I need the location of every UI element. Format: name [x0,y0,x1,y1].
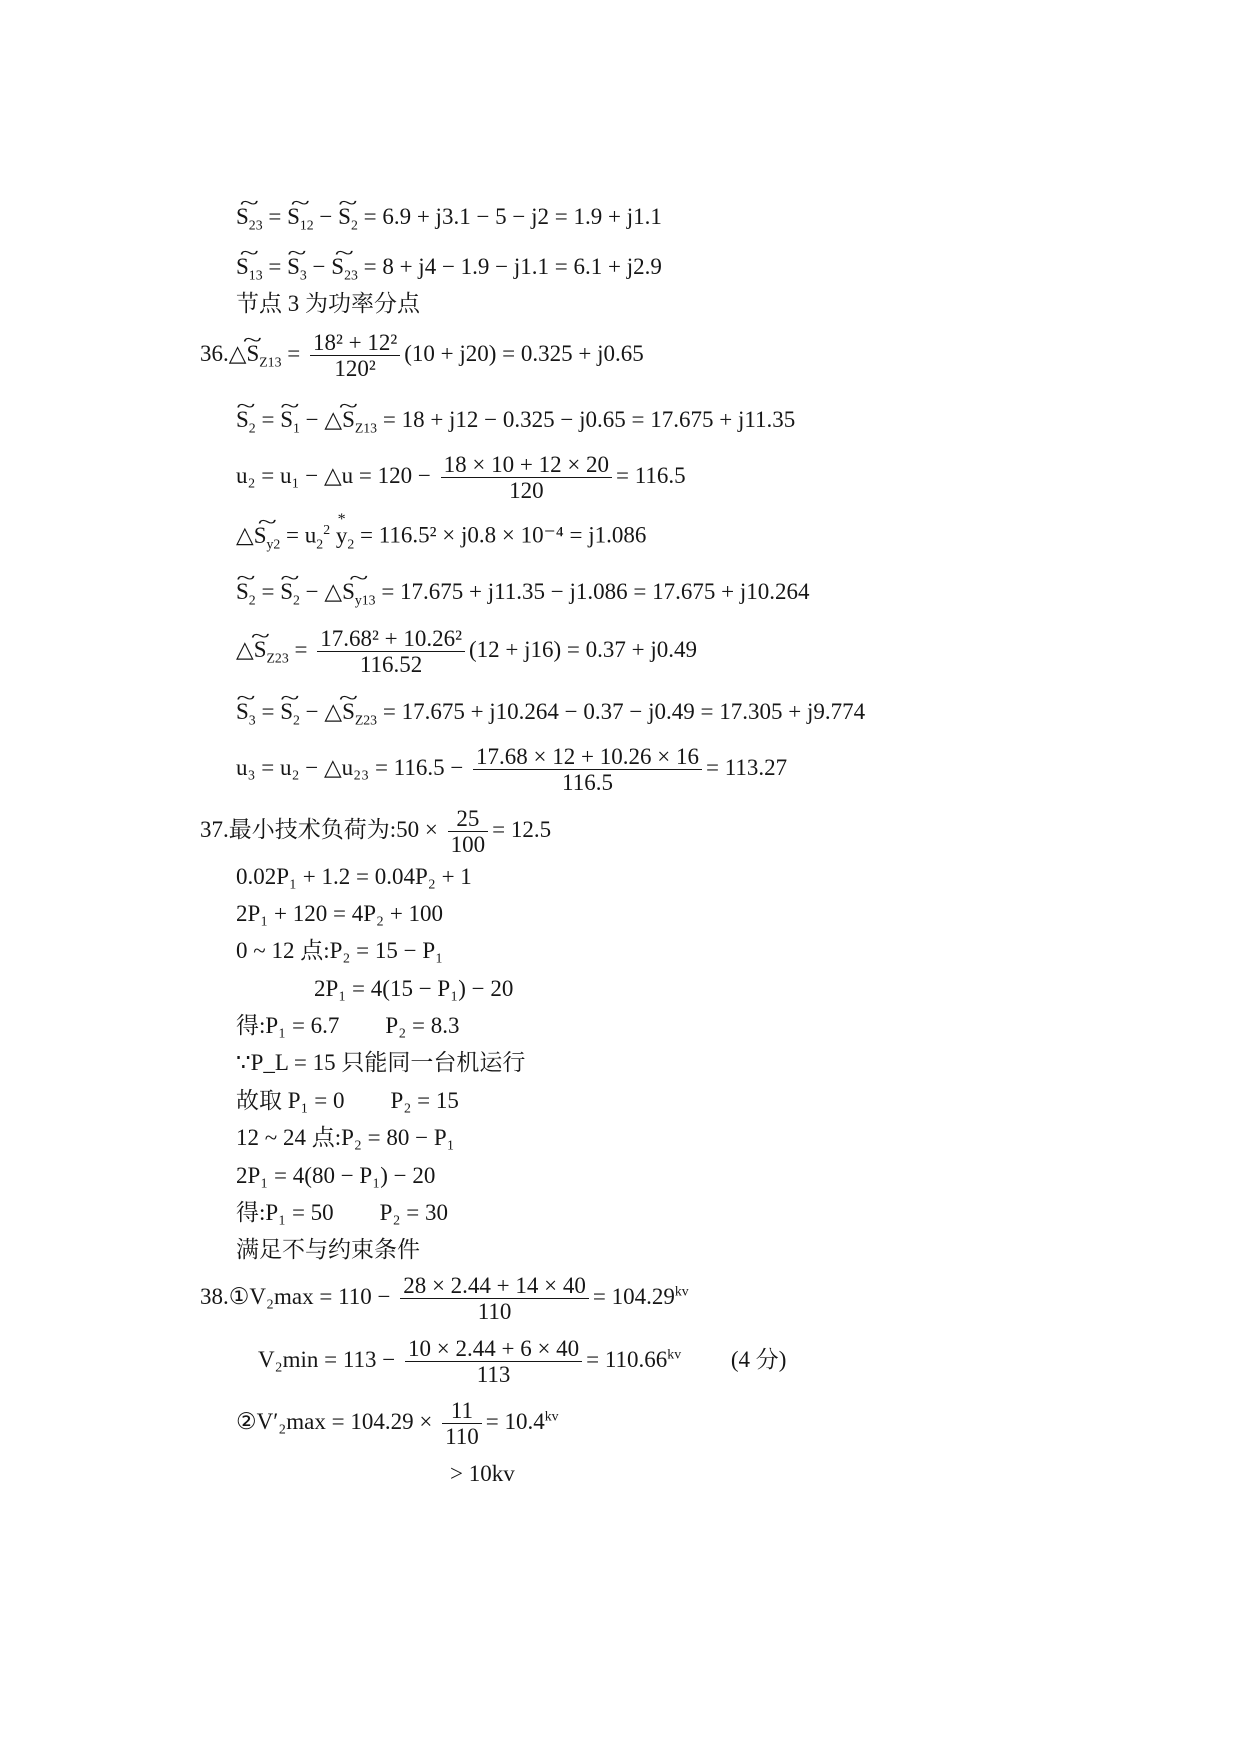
eq-line-18: ∵P_L = 15 只能同一台机运行 [236,1050,526,1075]
power-split-note: 节点 3 为功率分点 [236,291,420,316]
fraction: $\frac{18 \times 10 + 12 \times 20}{120}$ [441,452,612,504]
fraction: $\frac{17.68 \times 12 + 10.26 \times 16}{116.5}$ [473,744,702,796]
fraction: $\frac{10 \times 2.44 + 6 \times 40}{113}$ [405,1336,582,1388]
eq-v2min: V₂min = 113 − $\frac{10 \times 2.44 + 6 \times 40}{113}$ = $110.66^{kv}$ (4 分) [258,1336,787,1388]
unit-kv: kv [674,1283,689,1299]
eq-s3: ~ $S_3$ = ~ $S_2$ − △~ $S_{Z23} = 17.675 + j10.264 - 0.37 - j0.49 = 17.305 + j9.774$ [236,700,865,727]
unit-kv: kv [544,1408,559,1424]
q36-loss-z13: 36.△~ $S_{Z13}$ = $\frac{\text{18² + 12²}}{\text{120²}}$ (10 + j20) = 0.325 + j0.65 [200,330,644,382]
eq-line-16: 2P₁ = 4(15 − P₁) − 20 [314,976,514,1001]
question-number-37: 37. [200,817,229,843]
question-number-38: 38. [200,1284,229,1310]
eq-line-20: 12 ~ 24 点:P₂ = 80 − P₁ [236,1125,455,1150]
eq-line-27: > 10kv [450,1461,515,1486]
q38-v2max: 38.①V₂max = 110 − $\frac{28 \times 2.44 + 14 \times 40}{110}$ = $104.29^{kv}$ [200,1273,689,1325]
score-note: (4 分) [730,1347,787,1373]
eq-line-14: 2P₁ + 120 = 4P₂ + 100 [236,901,444,926]
eq-line-15: 0 ~ 12 点:P₂ = 15 − P₁ [236,938,444,963]
fraction: $\frac{28 \times 2.44 + 14 \times 40}{110}$ [400,1273,589,1325]
eq-s2-prime: ~ $S_2$ = ~ $S_1$ − △~ $S_{Z13} = 18 + j12 - 0.325 - j0.65 = 17.675 + j11.35$ [236,408,795,435]
eq-line-23: 满足不与约束条件 [236,1237,420,1262]
q37-min-load: 37.最小技术负荷为:50 × $\frac{25}{100}$ = 12.5 [200,806,552,858]
eq-v2max-prime: ②V′₂max = 104.29 × $\frac{11}{110}$ = $10.4^{kv}$ [236,1398,559,1450]
fraction: $\frac{25}{100}$ [448,806,489,858]
eq-s13-value: = 8 + j4 − 1.9 − j1.1 = 6.1 + j2.9 [363,254,662,279]
eq-line-21: 2P₁ = 4(80 − P₁) − 20 [236,1163,436,1188]
eq-line-13: 0.02P₁ + 1.2 = 0.04P₂ + 1 [236,864,472,889]
eq-line-19: 故取 P₁ = 0 P₂ = 15 [236,1088,459,1113]
eq-u3: u₃ = u₂ − △u₂₃ = 116.5 − $\frac{17.68 \times 12 + 10.26 \times 16}{116.5}$ = 113.27 [236,744,788,796]
eq-s23: ~ $S_{23}$ = ~ $S_{12}$ − ~ $S_2 = 6.9 + j3.1 - 5 - j2 = 1.9 + j1.1$ [236,205,662,232]
eq-loss-z23: △~ $S_{Z23}$ = $\frac{\text{17.68² + 10.26²}}{116.52}$ (12 + j16) = 0.37 + j0.49 [236,626,697,678]
eq-line-22: 得:P₁ = 50 P₂ = 30 [236,1200,448,1225]
fraction: $\frac{\text{17.68² + 10.26²}}{116.52}$ [317,626,465,678]
fraction: $\frac{\text{18² + 12²}}{\text{120²}}$ [310,330,400,382]
eq-loss-y2: △~ $S_{y2} = u_2^2 * y_2 = 116.5^2 \times j0.8 \times 10^{-4} = j1.086$ [236,523,646,551]
fraction: $\frac{11}{110}$ [442,1398,482,1450]
eq-s23-value: = 6.9 + j3.1 − 5 − j2 = 1.9 + j1.1 [363,204,662,229]
eq-s2-double-prime: ~ $S_2$ = ~ $S_2$ − △~ $S_{y13} = 17.675 + j11.35 - j1.086 = 17.675 + j10.264$ [236,580,810,607]
eq-s13: ~ $S_{13}$ = ~ $S_3$ − ~ $S_{23} = 8 + j4 - 1.9 - j1.1 = 6.1 + j2.9$ [236,255,662,282]
eq-line-17: 得:P₁ = 6.7 P₂ = 8.3 [236,1013,460,1038]
question-number-36: 36. [200,341,229,367]
unit-kv: kv [667,1346,682,1362]
eq-u2: u₂ = u₁ − △u = 120 − $\frac{18 \times 10 + 12 \times 20}{120}$ = 116.5 [236,452,686,504]
